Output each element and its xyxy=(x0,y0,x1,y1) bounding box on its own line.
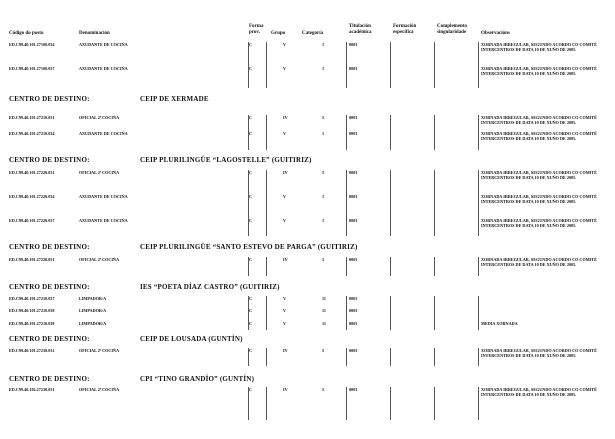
cell-forma: C xyxy=(249,257,253,262)
header-titulacion-line2: académica xyxy=(349,30,372,35)
column-divider xyxy=(346,348,347,366)
cell-categoria: 11 xyxy=(322,296,326,301)
header-forma-line1: Forma xyxy=(249,24,264,29)
cell-codigo: ED.C99.40.101.27210.031 xyxy=(9,115,55,120)
cell-codigo: ED.C99.40.102.27230.031 xyxy=(9,387,55,392)
column-divider xyxy=(478,348,479,366)
column-divider xyxy=(266,42,267,88)
column-divider xyxy=(266,348,267,366)
column-divider xyxy=(434,348,435,366)
column-divider xyxy=(248,257,249,276)
section-center-name: CEIP PLURILINGÜE “SANTO ESTEVO DE PARGA” (GUITIRIZ) xyxy=(140,243,358,251)
cell-denominacion: OFICIAL 2ª COCIÑA xyxy=(79,387,120,392)
column-divider xyxy=(390,387,391,420)
cell-forma: C xyxy=(249,194,253,199)
column-divider xyxy=(248,115,249,150)
cell-denominacion: AXUDANTE DE COCIÑA xyxy=(79,218,128,223)
section-label: CENTRO DE DESTINO: xyxy=(9,335,90,343)
cell-codigo: ED.C99.40.101.27220.037 xyxy=(9,218,55,223)
section-center-name: IES “POETA DÍAZ CASTRO” (GUITIRIZ) xyxy=(140,283,280,291)
column-divider xyxy=(346,115,347,150)
cell-codigo: ED.C99.40.101.27230.031 xyxy=(9,348,55,353)
cell-codigo: ED.C99.40.101.27220.031 xyxy=(9,170,55,175)
column-divider xyxy=(434,115,435,150)
cell-forma: C xyxy=(249,308,253,313)
cell-grupo: IV xyxy=(283,257,288,262)
column-divider xyxy=(248,296,249,330)
column-divider xyxy=(346,42,347,88)
column-divider xyxy=(478,42,479,88)
column-divider xyxy=(266,296,267,330)
cell-titulacion: 0003 xyxy=(349,387,358,392)
cell-denominacion: OFICIAL 2ª COCIÑA xyxy=(79,115,120,120)
header-formacion xyxy=(393,24,416,36)
cell-forma: C xyxy=(249,387,253,392)
column-divider xyxy=(346,387,347,420)
cell-grupo: V xyxy=(283,218,287,223)
header-forma-prov xyxy=(249,24,263,36)
header-categoria: Categoría xyxy=(302,31,324,36)
section-center-name: CEIP DE XERMADE xyxy=(140,95,209,103)
column-divider xyxy=(390,42,391,88)
header-observacions: Observacións xyxy=(481,31,510,36)
column-divider xyxy=(248,387,249,420)
cell-denominacion: OFICIAL 2ª COCIÑA xyxy=(79,170,120,175)
cell-categoria: 5 xyxy=(322,170,325,175)
column-divider xyxy=(478,170,479,236)
column-divider xyxy=(390,296,391,330)
cell-observacions: XORNADA IRREGULAR, SEGUNDO ACORDO CO COMITÉ INTERCENTROS DE DATA 10 DE XUÑO DE 2005. xyxy=(481,348,597,358)
cell-observacions: XORNADA IRREGULAR, SEGUNDO ACORDO CO COMITÉ INTERCENTROS DE DATA 10 DE XUÑO DE 2005. xyxy=(481,131,597,141)
header-complemento xyxy=(437,24,467,36)
cell-grupo: IV xyxy=(283,348,288,353)
cell-grupo: IV xyxy=(283,115,288,120)
cell-titulacion: 0003 xyxy=(349,194,358,199)
column-divider xyxy=(346,296,347,330)
cell-denominacion: AXUDANTE DE COCIÑA xyxy=(79,42,128,47)
cell-denominacion: OFICIAL 2ª COCIÑA xyxy=(79,257,120,262)
cell-codigo: ED.C99.40.101.27100.034 xyxy=(9,42,55,47)
header-complemento-line2: singularidade xyxy=(437,30,467,35)
cell-forma: C xyxy=(249,218,253,223)
cell-forma: C xyxy=(249,42,253,47)
cell-categoria: 5 xyxy=(322,115,325,120)
section-label: CENTRO DE DESTINO: xyxy=(9,375,90,383)
cell-forma: C xyxy=(249,115,253,120)
column-divider xyxy=(346,170,347,236)
cell-titulacion: 0003 xyxy=(349,170,358,175)
cell-observacions: XORNADA IRREGULAR, SEGUNDO ACORDO CO COMITÉ INTERCENTROS DE DATA 10 DE XUÑO DE 2005. xyxy=(481,387,597,397)
cell-denominacion: OFICIAL 2ª COCIÑA xyxy=(79,348,120,353)
cell-grupo: IV xyxy=(283,387,288,392)
cell-forma: C xyxy=(249,321,253,326)
cell-grupo: V xyxy=(283,131,287,136)
cell-grupo: V xyxy=(283,296,287,301)
cell-forma: C xyxy=(249,296,253,301)
cell-titulacion: 0003 xyxy=(349,115,358,120)
cell-titulacion: 0003 xyxy=(349,296,358,301)
cell-denominacion: LIMPADOR/A xyxy=(79,296,107,301)
column-divider xyxy=(248,170,249,236)
section-label: CENTRO DE DESTINO: xyxy=(9,243,90,251)
cell-denominacion: LIMPADOR/A xyxy=(79,321,107,326)
header-complemento-line1: Complemento xyxy=(437,24,467,29)
cell-forma: C xyxy=(249,131,253,136)
cell-codigo: ED.C99.40.101.27220.034 xyxy=(9,194,55,199)
cell-observacions: XORNADA IRREGULAR, SEGUNDO ACORDO CO COMITÉ INTERCENTROS DE DATA 10 DE XUÑO DE 2005. xyxy=(481,218,597,228)
column-divider xyxy=(346,257,347,276)
section-label: CENTRO DE DESTINO: xyxy=(9,156,90,164)
cell-titulacion: 0003 xyxy=(349,321,358,326)
cell-grupo: IV xyxy=(283,170,288,175)
cell-forma: C xyxy=(249,66,253,71)
cell-observacions: XORNADA IRREGULAR, SEGUNDO ACORDO CO COMITÉ INTERCENTROS DE DATA 10 DE XUÑO DE 2005. xyxy=(481,257,597,267)
cell-titulacion: 0003 xyxy=(349,218,358,223)
cell-observacions: XORNADA IRREGULAR, SEGUNDO ACORDO CO COMITÉ INTERCENTROS DE DATA 10 DE XUÑO DE 2005. xyxy=(481,42,597,52)
cell-codigo: ED.C99.40.101.27210.037 xyxy=(9,296,55,301)
cell-categoria: 1 xyxy=(322,194,325,199)
cell-titulacion: 0003 xyxy=(349,308,358,313)
column-divider xyxy=(434,296,435,330)
section-center-name: CPI “TINO GRANDÍO” (GUNTÍN) xyxy=(140,375,255,383)
cell-grupo: V xyxy=(283,194,287,199)
section-label: CENTRO DE DESTINO: xyxy=(9,95,90,103)
cell-categoria: 11 xyxy=(322,321,326,326)
cell-titulacion: 0003 xyxy=(349,131,358,136)
column-divider xyxy=(266,115,267,150)
cell-categoria: 1 xyxy=(322,131,325,136)
cell-titulacion: 0003 xyxy=(349,348,358,353)
cell-grupo: V xyxy=(283,308,287,313)
cell-categoria: 5 xyxy=(322,348,325,353)
header-formacion-line1: Formación xyxy=(393,24,417,29)
cell-codigo: ED.C99.40.101.27210.039 xyxy=(9,321,55,326)
section-label: CENTRO DE DESTINO: xyxy=(9,283,90,291)
column-divider xyxy=(390,115,391,150)
cell-grupo: V xyxy=(283,321,287,326)
section-center-name: CEIP PLURILINGÜE “LAGOSTELLE” (GUITIRIZ) xyxy=(140,156,312,164)
header-codigo: Código do posto xyxy=(9,31,44,36)
cell-categoria: 1 xyxy=(322,218,325,223)
column-divider xyxy=(248,42,249,88)
header-titulacion xyxy=(349,24,372,36)
header-forma-line2: prov. xyxy=(249,30,260,35)
cell-categoria: 1 xyxy=(322,42,325,47)
column-divider xyxy=(266,170,267,236)
cell-categoria: 5 xyxy=(322,387,325,392)
column-divider xyxy=(248,348,249,366)
column-divider xyxy=(390,348,391,366)
cell-categoria: 1 xyxy=(322,66,325,71)
column-divider xyxy=(434,387,435,420)
cell-observacions: XORNADA IRREGULAR, SEGUNDO ACORDO CO COMITÉ INTERCENTROS DE DATA 10 DE XUÑO DE 2005. xyxy=(481,66,597,76)
column-divider xyxy=(266,257,267,276)
cell-denominacion: AXUDANTE DE COCIÑA xyxy=(79,131,128,136)
column-divider xyxy=(478,257,479,276)
cell-grupo: V xyxy=(283,66,287,71)
column-divider xyxy=(434,257,435,276)
cell-titulacion: 0003 xyxy=(349,257,358,262)
column-divider xyxy=(266,387,267,420)
cell-observacions: MEDIA XORNADA xyxy=(481,321,518,326)
cell-observacions: XORNADA IRREGULAR, SEGUNDO ACORDO CO COMITÉ INTERCENTROS DE DATA 10 DE XUÑO DE 2005. xyxy=(481,170,597,180)
cell-codigo: ED.C99.40.101.27100.037 xyxy=(9,66,55,71)
section-center-name: CEIP DE LOUSADA (GUNTÍN) xyxy=(140,335,243,343)
cell-forma: C xyxy=(249,170,253,175)
cell-categoria: 11 xyxy=(322,308,326,313)
cell-forma: C xyxy=(249,348,253,353)
column-divider xyxy=(478,115,479,150)
cell-observacions: XORNADA IRREGULAR, SEGUNDO ACORDO CO COMITÉ INTERCENTROS DE DATA 10 DE XUÑO DE 2005. xyxy=(481,115,597,125)
cell-denominacion: AXUDANTE DE COCIÑA xyxy=(79,194,128,199)
cell-codigo: ED.C99.40.101.27220.031 xyxy=(9,257,55,262)
header-grupo: Grupo xyxy=(271,31,286,36)
cell-observacions: XORNADA IRREGULAR, SEGUNDO ACORDO CO COMITÉ INTERCENTROS DE DATA 10 DE XUÑO DE 2005. xyxy=(481,194,597,204)
cell-titulacion: 0003 xyxy=(349,66,358,71)
cell-denominacion: AXUDANTE DE COCIÑA xyxy=(79,66,128,71)
header-formacion-line2: específica xyxy=(393,30,414,35)
column-divider xyxy=(390,257,391,276)
cell-titulacion: 0003 xyxy=(349,42,358,47)
header-titulacion-line1: Titulación xyxy=(349,24,371,29)
column-divider xyxy=(434,42,435,88)
column-divider xyxy=(434,170,435,236)
cell-denominacion: LIMPADOR/A xyxy=(79,308,107,313)
header-denominacion: Denominación xyxy=(79,31,110,36)
cell-codigo: ED.C99.40.101.27210.034 xyxy=(9,131,55,136)
cell-grupo: V xyxy=(283,42,287,47)
column-divider xyxy=(390,170,391,236)
cell-categoria: 5 xyxy=(322,257,325,262)
cell-codigo: ED.C99.40.101.27210.038 xyxy=(9,308,55,313)
column-divider xyxy=(478,387,479,420)
column-divider xyxy=(478,296,479,330)
